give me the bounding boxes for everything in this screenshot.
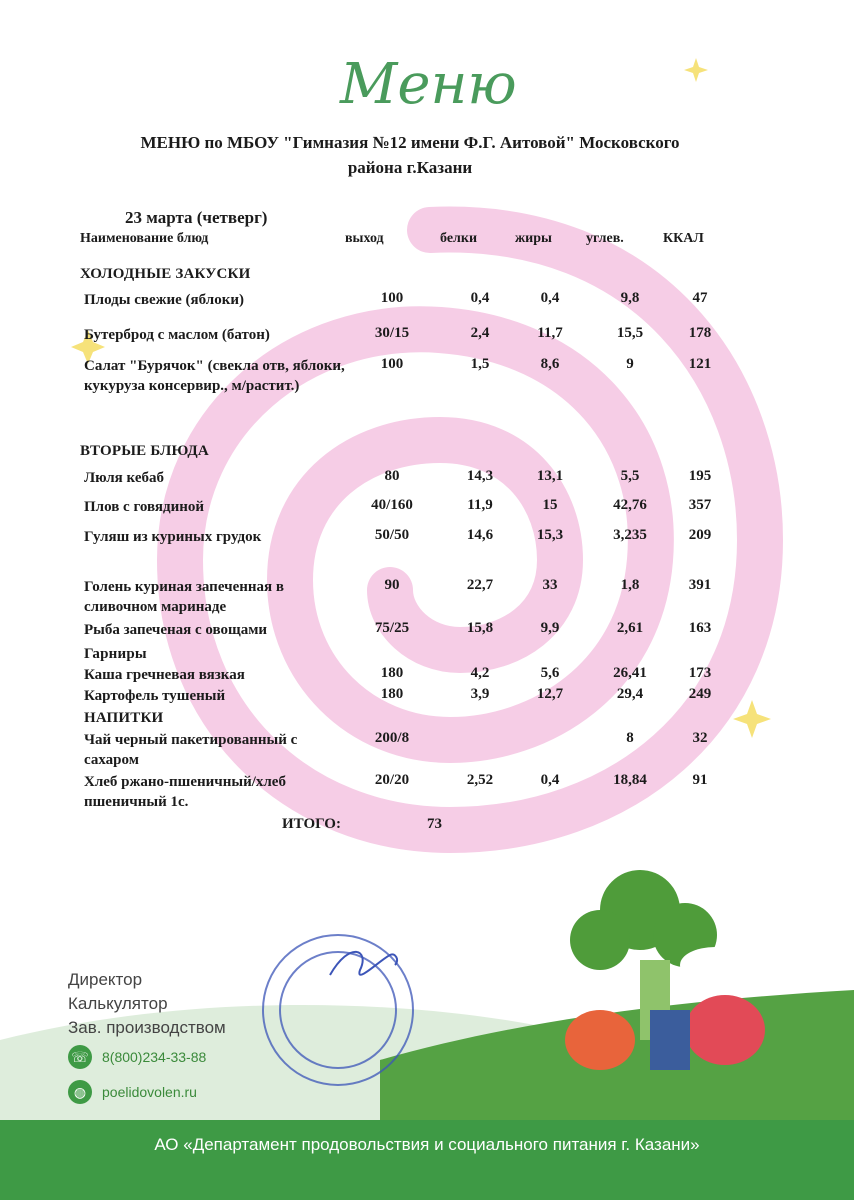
- cell-kcal: 357: [688, 497, 712, 513]
- dish-name: Голень куриная запеченная в сливочном маринаде: [84, 579, 284, 615]
- cell-carbs: 29,4: [616, 686, 644, 702]
- cell-protein: 2,52: [466, 772, 494, 788]
- dish-name: Чай черный пакетированный с сахаром: [84, 732, 298, 768]
- cell-carbs: 42,76: [613, 497, 647, 513]
- cell-kcal: 163: [688, 620, 712, 636]
- cell-output: 80: [384, 468, 400, 484]
- cell-output: 20/20: [374, 772, 410, 788]
- menu-script-title-text: Меню: [340, 52, 517, 117]
- cell-carbs: 2,61: [616, 620, 644, 636]
- menu-script-title: [340, 40, 517, 130]
- cell-fat: 0,4: [540, 290, 560, 306]
- cell-kcal: 173: [688, 665, 712, 681]
- cell-protein: 11,9: [467, 497, 493, 513]
- cell-fat: 12,7: [536, 686, 564, 702]
- cell-fat: 11,7: [537, 325, 563, 341]
- cell-output: 180: [380, 686, 404, 702]
- cell-output: 50/50: [374, 527, 410, 543]
- cell-protein: 22,7: [466, 577, 494, 593]
- dish-name: Хлеб ржано-пшеничный/хлеб пшеничный 1с.: [84, 774, 286, 810]
- menu-date: 23 марта (четверг): [125, 208, 268, 227]
- cell-fat: 13,1: [536, 468, 564, 484]
- cell-fat: 5,6: [540, 665, 560, 681]
- cell-carbs: 26,41: [613, 665, 647, 681]
- phone-contact[interactable]: [68, 1045, 206, 1069]
- cell-carbs: 1,8: [620, 577, 640, 593]
- cell-fat: 8,6: [540, 356, 560, 372]
- cell-fat: 9,9: [540, 620, 560, 636]
- total-value: 73: [427, 816, 442, 832]
- section-cold: ХОЛОДНЫЕ ЗАКУСКИ: [80, 266, 251, 282]
- website-link[interactable]: [68, 1080, 197, 1104]
- column-header-name: Наименование блюд: [80, 231, 209, 246]
- cell-output: 30/15: [374, 325, 410, 341]
- cell-protein: 2,4: [470, 325, 490, 341]
- dish-name: Салат "Бурячок" (свекла отв, яблоки, кукуруза консервир., м/растит.): [84, 358, 345, 394]
- dish-name: Картофель тушеный: [84, 688, 226, 704]
- cell-carbs: 18,84: [613, 772, 647, 788]
- cell-kcal: 178: [688, 325, 712, 341]
- cell-carbs: 15,5: [616, 325, 644, 341]
- cell-carbs: 8: [626, 730, 634, 746]
- cell-protein: 3,9: [470, 686, 490, 702]
- cell-kcal: 195: [688, 468, 712, 484]
- phone-number: 8(800)234-33-88: [102, 1049, 207, 1065]
- role-calculator: Калькулятор: [68, 994, 168, 1013]
- cell-carbs: 5,5: [620, 468, 640, 484]
- cell-output: 180: [380, 665, 404, 681]
- document-title-line2: района г.Казани: [347, 158, 473, 177]
- cell-carbs: 3,235: [613, 527, 647, 543]
- cell-output: 75/25: [374, 620, 410, 636]
- dish-name: Гуляш из куриных грудок: [84, 529, 262, 545]
- role-production: Зав. производством: [68, 1018, 226, 1037]
- document-title-line1: МЕНЮ по МБОУ "Гимназия №12 имени Ф.Г. Аитовой" Московского: [140, 133, 680, 152]
- cell-output: 200/8: [374, 730, 410, 746]
- column-header-output: выход: [345, 231, 384, 246]
- dish-name: Бутерброд с маслом (батон): [84, 327, 270, 343]
- cell-fat: 0,4: [540, 772, 560, 788]
- cell-output: 100: [380, 290, 404, 306]
- cell-output: 40/160: [371, 497, 413, 513]
- column-header-kcal: ККАЛ: [663, 231, 704, 246]
- globe-icon: ◍: [68, 1080, 92, 1104]
- cell-kcal: 391: [688, 577, 712, 593]
- total-label: ИТОГО:: [282, 816, 341, 832]
- signature: [330, 952, 397, 975]
- role-director: Директор: [68, 970, 143, 989]
- cell-protein: 1,5: [470, 356, 490, 372]
- column-header-protein: белки: [440, 231, 478, 246]
- cell-kcal: 121: [688, 356, 712, 372]
- cell-protein: 4,2: [470, 665, 490, 681]
- cell-kcal: 47: [692, 290, 708, 306]
- bottom-bar: [0, 1120, 854, 1200]
- cell-protein: 0,4: [470, 290, 490, 306]
- cell-protein: 14,3: [466, 468, 494, 484]
- dish-name: Рыба запеченая с овощами: [84, 622, 268, 638]
- cell-kcal: 32: [692, 730, 708, 746]
- company-name: АО «Департамент продовольствия и социального питания г. Казани»: [154, 1135, 700, 1154]
- cell-output: 100: [380, 356, 404, 372]
- cell-fat: 33: [542, 577, 558, 593]
- phone-icon: ☏: [68, 1045, 92, 1069]
- dish-name: Каша гречневая вязкая: [84, 667, 245, 683]
- cell-kcal: 91: [692, 772, 708, 788]
- cell-kcal: 249: [688, 686, 712, 702]
- cell-carbs: 9: [626, 356, 634, 372]
- cell-output: 90: [384, 577, 400, 593]
- vegetable-mascots: [565, 870, 765, 1070]
- sparkle-icon: [684, 58, 708, 82]
- section-main: ВТОРЫЕ БЛЮДА: [80, 443, 209, 459]
- cell-kcal: 209: [688, 527, 712, 543]
- cell-carbs: 9,8: [620, 290, 640, 306]
- table-row: [0, 356, 854, 416]
- cell-fat: 15: [542, 497, 558, 513]
- cell-protein: 15,8: [466, 620, 494, 636]
- column-header-carbs: углев.: [586, 231, 624, 246]
- dish-name: Люля кебаб: [84, 470, 164, 486]
- dish-name: Плов с говядиной: [84, 499, 205, 515]
- website-text: poelidovolen.ru: [102, 1084, 197, 1100]
- cell-fat: 15,3: [536, 527, 564, 543]
- section-drinks: НАПИТКИ: [84, 710, 164, 726]
- column-header-fat: жиры: [515, 231, 552, 246]
- cell-protein: 14,6: [466, 527, 494, 543]
- dish-name: Плоды свежие (яблоки): [84, 292, 244, 308]
- section-garnish: Гарниры: [84, 646, 147, 662]
